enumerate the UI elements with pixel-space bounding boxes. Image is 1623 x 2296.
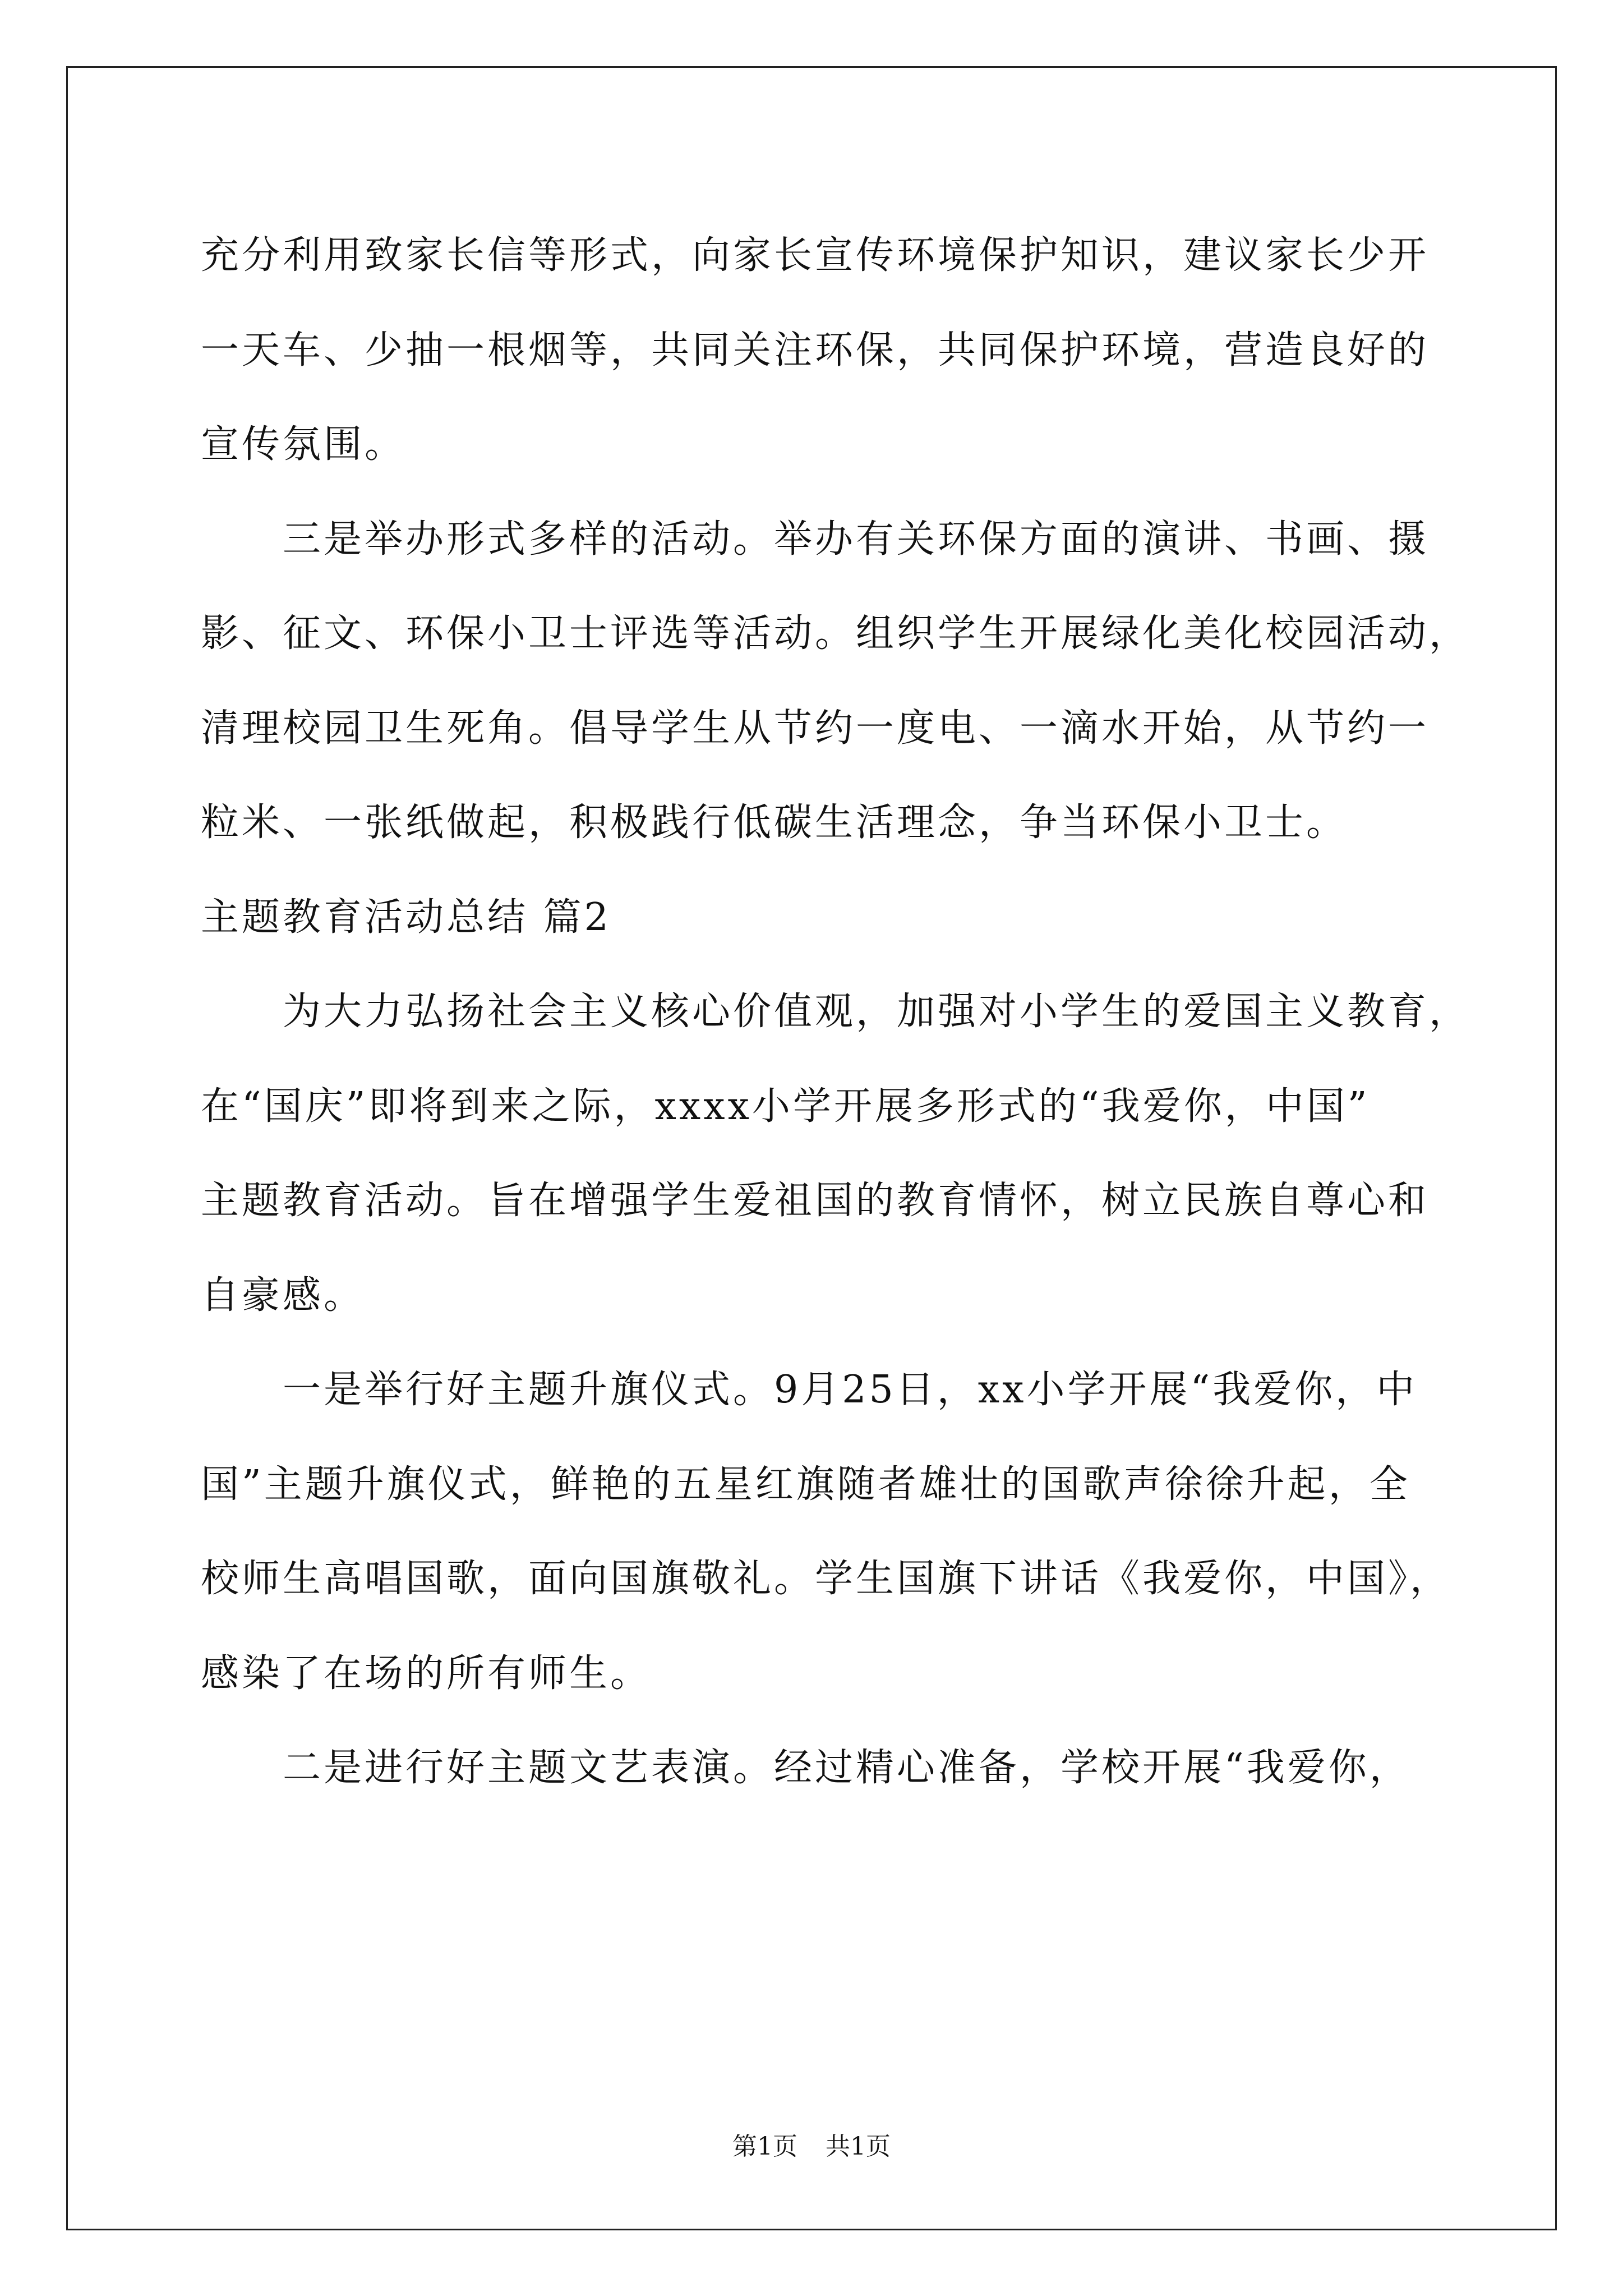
paragraph-line: 二是进行好主题文艺表演。经过精心准备，学校开展“我爱你， xyxy=(283,1746,1410,1790)
paragraph-line: 清理校园卫生死角。倡导学生从节约一度电、一滴水开始，从节约一 xyxy=(201,706,1430,751)
paragraph-line: 校师生高唱国歌，面向国旗敬礼。学生国旗下讲话《我爱你，中国》， xyxy=(201,1557,1451,1601)
section-heading: 主题教育活动总结 篇2 xyxy=(201,895,611,940)
paragraph-line: 粒米、一张纸做起，积极践行低碳生活理念，争当环保小卫士。 xyxy=(201,800,1348,845)
paragraph-line: 宣传氛围。 xyxy=(201,422,406,467)
paragraph-line: 主题教育活动。旨在增强学生爱祖国的教育情怀，树立民族自尊心和 xyxy=(201,1179,1430,1223)
paragraph-line: 影、征文、环保小卫士评选等活动。组织学生开展绿化美化校园活动， xyxy=(201,611,1470,656)
paragraph-line: 充分利用致家长信等形式，向家长宣传环境保护知识，建议家长少开 xyxy=(201,233,1430,278)
paragraph-line: 一是举行好主题升旗仪式。9月25日，xx小学开展“我爱你，中 xyxy=(283,1368,1418,1412)
paragraph-line: 感染了在场的所有师生。 xyxy=(201,1651,652,1696)
paragraph-line: 一天车、少抽一根烟等，共同关注环保，共同保护环境，营造良好的 xyxy=(201,328,1430,372)
paragraph-line: 在“国庆”即将到来之际，xxxx小学开展多形式的“我爱你，中国” xyxy=(201,1084,1370,1129)
document-body xyxy=(201,209,1470,1816)
page-footer xyxy=(0,2126,1623,2162)
paragraph-line: 国”主题升旗仪式，鲜艳的五星红旗随者雄壮的国歌声徐徐升起，全 xyxy=(201,1462,1410,1507)
paragraph-line: 自豪感。 xyxy=(201,1273,365,1318)
paragraph-line: 为大力弘扬社会主义核心价值观，加强对小学生的爱国主义教育， xyxy=(283,990,1470,1034)
page-number-total: 共1页 xyxy=(826,2132,891,2161)
page-number-current: 第1页 xyxy=(732,2132,797,2161)
paragraph-line: 三是举办形式多样的活动。举办有关环保方面的演讲、书画、摄 xyxy=(283,517,1430,562)
